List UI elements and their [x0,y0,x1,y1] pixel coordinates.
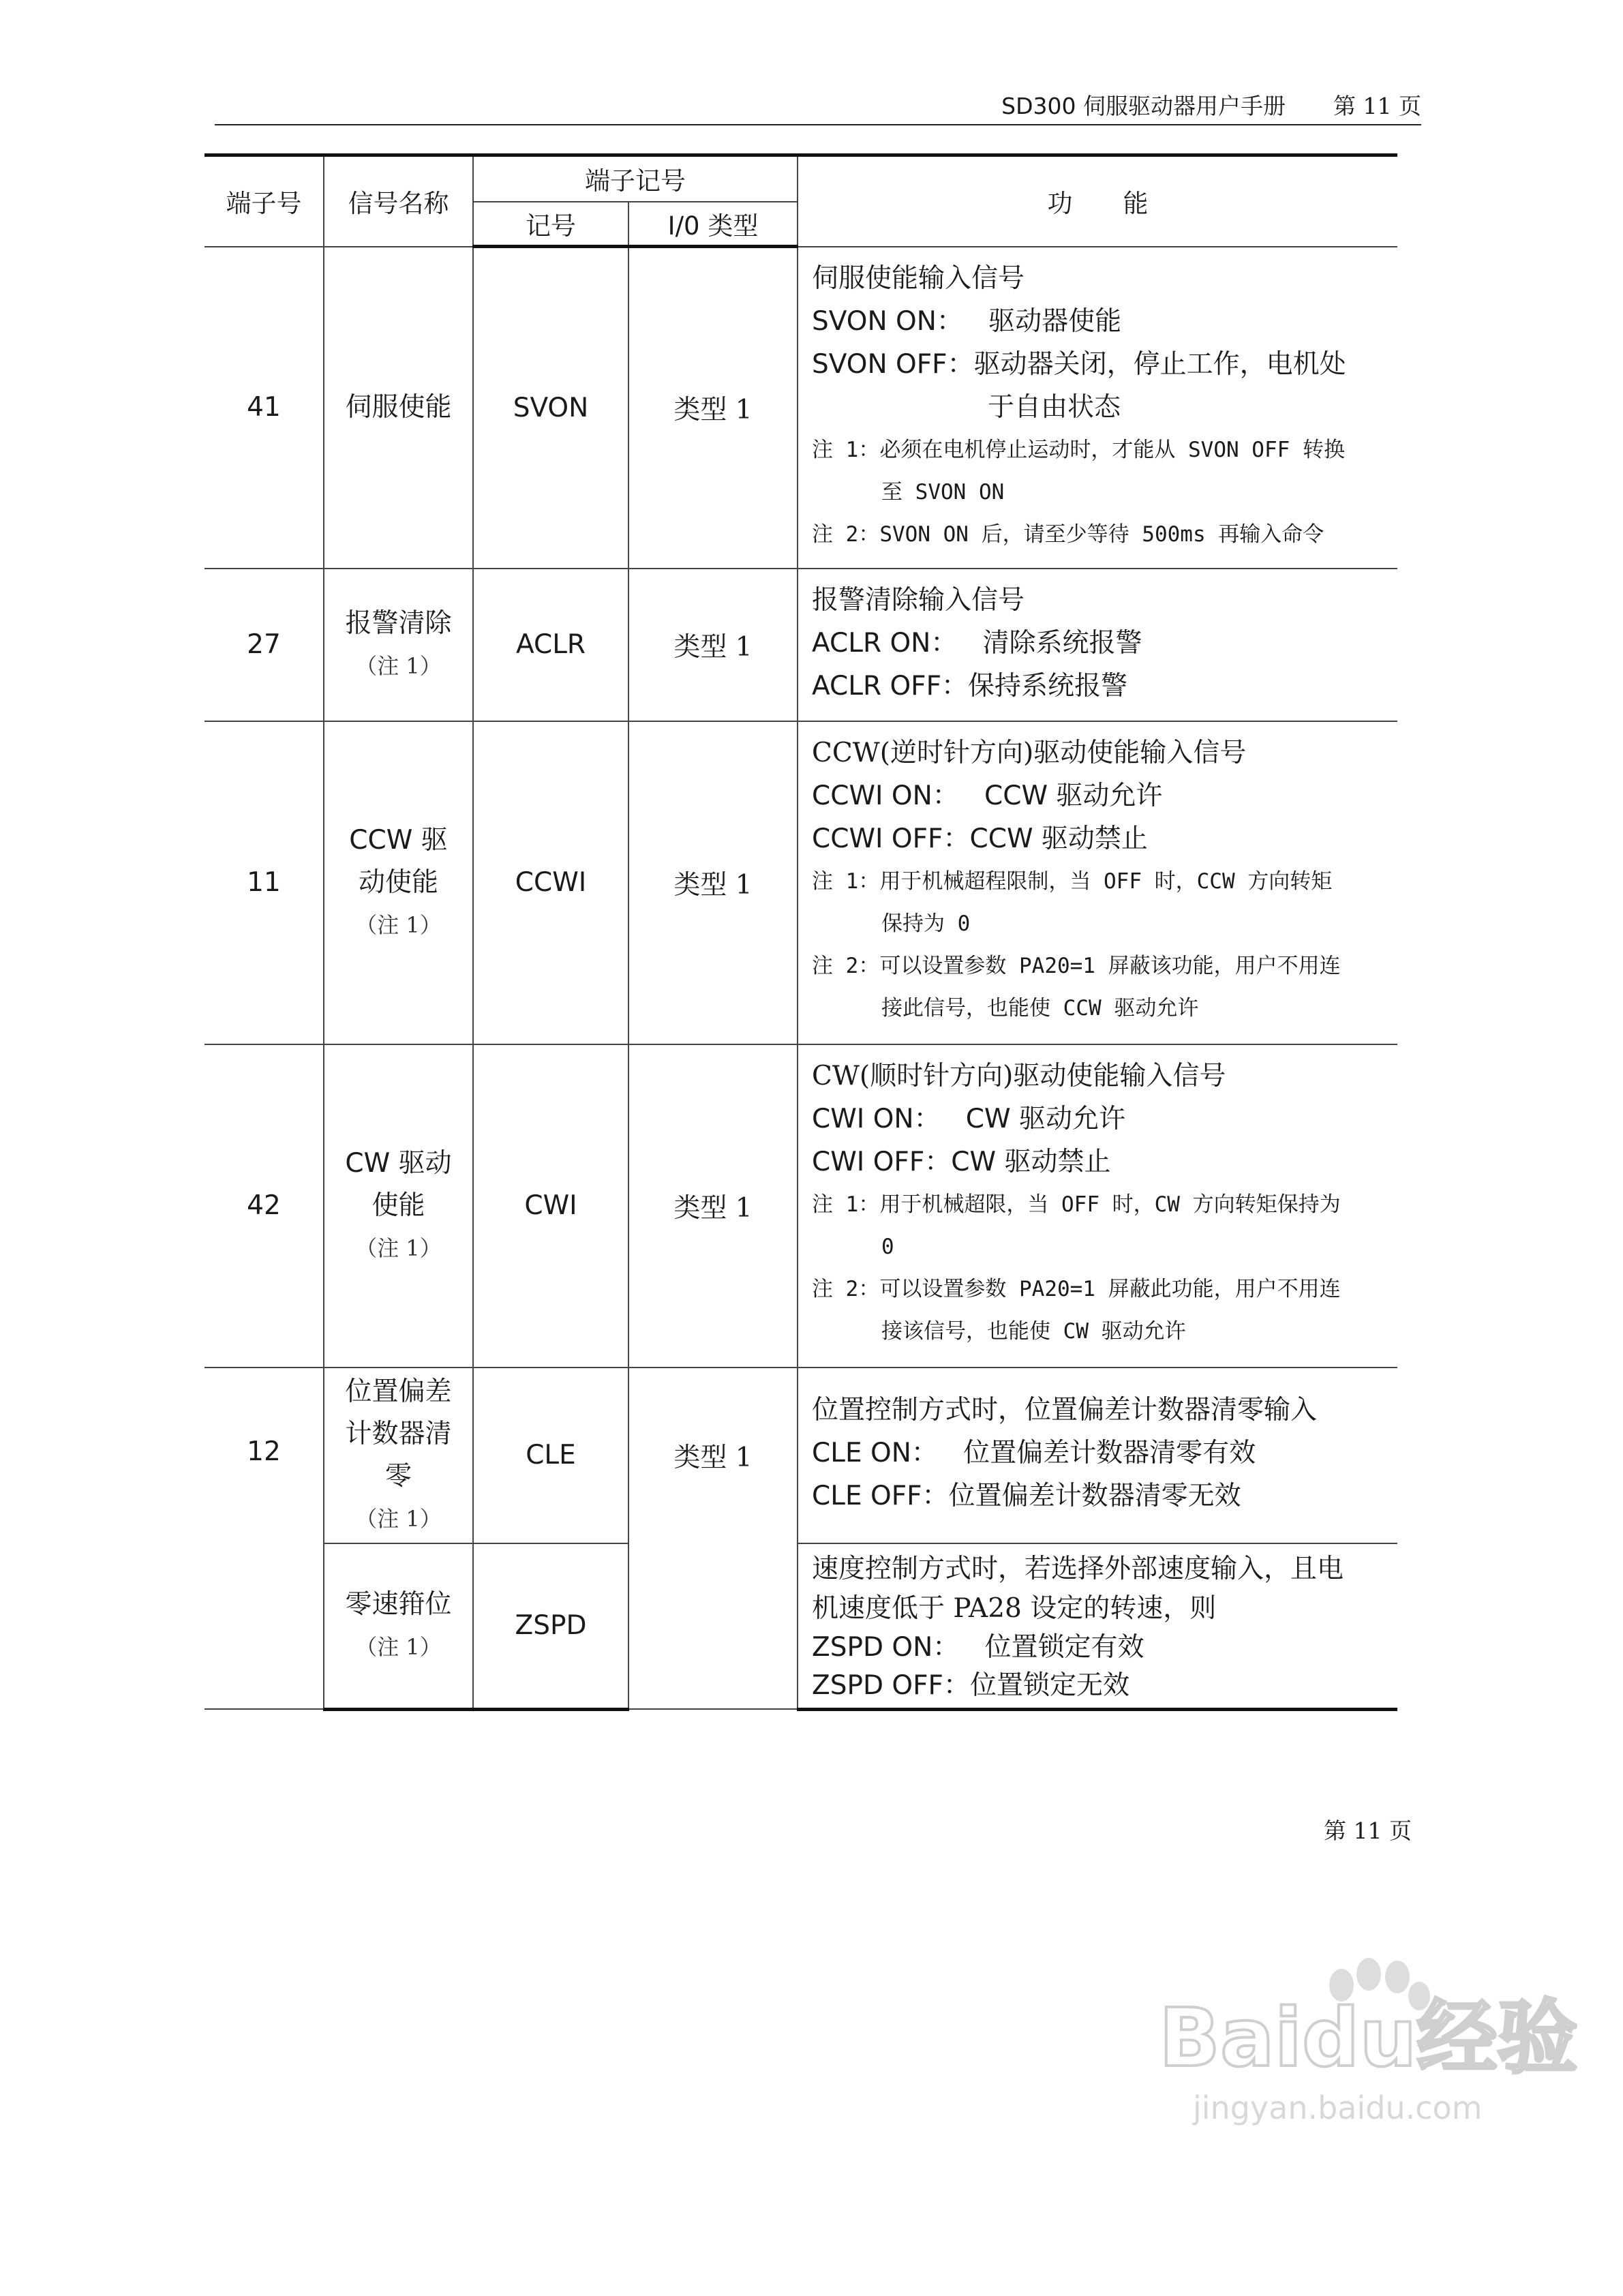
table-row [204,1543,1397,1710]
function-line: ACLR ON： 清除系统报警 [812,627,1142,659]
table-row [204,247,1397,569]
signal-name-cell [324,1044,473,1368]
io-type: 类型 1 [628,247,798,569]
function-line: 位置控制方式时，位置偏差计数器清零输入 [812,1394,1318,1425]
signal-name-line: CCW 驱 [349,824,448,856]
signal-name-cell [324,569,473,721]
terminal-number: 41 [204,247,324,569]
note-ref: （注 1） [355,652,442,679]
function-note: 接此信号，也能使 CCW 驱动允许 [881,995,1199,1021]
function-line: 速度控制方式时，若选择外部速度输入，且电 [812,1553,1344,1584]
function-line: CCW(逆时针方向)驱动使能输入信号 [812,737,1247,768]
header-symbol: 记号 [473,202,628,247]
function-note: 注 1：用于机械超限，当 OFF 时，CW 方向转矩保持为 [812,1192,1341,1217]
function-line: 机速度低于 PA28 设定的转速，则 [812,1592,1217,1624]
signal-symbol: CWI [473,1044,628,1368]
io-type: 类型 1 [628,569,798,721]
function-note: 保持为 0 [881,911,971,936]
function-line: CLE ON： 位置偏差计数器清零有效 [812,1437,1256,1468]
header-function: 功 能 [798,155,1397,247]
signal-name-cell [324,1543,473,1710]
function-note: 0 [881,1234,894,1259]
signal-name-line: 零 [384,1460,412,1492]
function-line: SVON OFF：驱动器关闭，停止工作，电机处 [812,348,1346,380]
signal-name: 报警清除 [345,607,452,639]
function-note: 接该信号，也能使 CW 驱动允许 [881,1318,1186,1344]
watermark-url: jingyan.baidu.com [1193,2089,1483,2126]
signal-name-cell [324,1368,473,1543]
signal-name: 零速箝位 [345,1588,452,1620]
terminal-number: 42 [204,1044,324,1368]
signal-symbol: SVON [473,247,628,569]
baidu-jingyan-watermark [1152,1909,1578,2134]
note-ref: （注 1） [355,1505,442,1532]
signal-name-line: 计数器清 [345,1418,452,1449]
header-signal-name: 信号名称 [324,155,473,247]
table-row [204,569,1397,721]
terminal-spec-table [204,153,1397,1711]
note-ref: （注 1） [355,1633,442,1660]
header-terminal-no: 端子号 [204,155,324,247]
footer-page-number: 第 11 页 [1324,1817,1412,1844]
function-line: CLE OFF：位置偏差计数器清零无效 [812,1480,1241,1511]
signal-symbol: CLE [473,1368,628,1543]
io-type: 类型 1 [628,1368,798,1710]
signal-symbol: ACLR [473,569,628,721]
function-line: ZSPD OFF：位置锁定无效 [812,1670,1129,1701]
manual-title: SD300 伺服驱动器用户手册 [1001,93,1286,119]
signal-symbol: ZSPD [473,1543,628,1710]
function-line: 于自由状态 [988,391,1121,423]
function-line: 伺服使能输入信号 [812,262,1025,294]
function-cell [798,1368,1397,1543]
function-note: 注 2：可以设置参数 PA20=1 屏蔽此功能，用户不用连 [812,1276,1341,1301]
note-ref: （注 1） [355,911,442,938]
function-note: 注 1：用于机械超程限制，当 OFF 时，CCW 方向转矩 [812,868,1333,894]
function-line: CW(顺时针方向)驱动使能输入信号 [812,1060,1226,1091]
terminal-number: 27 [204,569,324,721]
header-terminal-mark: 端子记号 [473,155,798,202]
terminal-number: 12 [204,1368,324,1710]
function-cell [798,569,1397,721]
function-line: CWI OFF：CW 驱动禁止 [812,1146,1111,1177]
signal-name-cell [324,721,473,1044]
function-line: CCWI OFF：CCW 驱动禁止 [812,823,1148,854]
table-row [204,1044,1397,1368]
signal-name-line: CW 驱动 [345,1147,452,1179]
function-cell [798,1044,1397,1368]
header-io-type: I/0 类型 [628,202,798,247]
function-note: 注 1：必须在电机停止运动时，才能从 SVON OFF 转换 [812,437,1345,462]
signal-name: 伺服使能 [324,247,473,569]
function-cell [798,247,1397,569]
function-line: SVON ON： 驱动器使能 [812,305,1122,337]
signal-name-line: 位置偏差 [345,1376,452,1407]
function-line: ACLR OFF：保持系统报警 [812,670,1128,701]
table-row [204,1368,1397,1543]
io-type: 类型 1 [628,1044,798,1368]
table-row [204,721,1397,1044]
function-note: 注 2：SVON ON 后，请至少等待 500ms 再输入命令 [812,522,1324,547]
terminal-number: 11 [204,721,324,1044]
header-page-number: 第 11 页 [1333,93,1421,119]
function-line: CWI ON： CW 驱动允许 [812,1103,1125,1134]
function-line: 报警清除输入信号 [812,584,1025,616]
signal-name-line: 动使能 [358,866,438,898]
page-header [215,89,1421,125]
function-line: CCWI ON： CCW 驱动允许 [812,780,1163,811]
function-line: ZSPD ON： 位置锁定有效 [812,1631,1144,1663]
function-cell [798,1543,1397,1710]
signal-symbol: CCWI [473,721,628,1044]
watermark-brand: Baidu经验 [1159,1991,1578,2085]
function-cell [798,721,1397,1044]
function-note: 注 2：可以设置参数 PA20=1 屏蔽该功能，用户不用连 [812,953,1341,978]
signal-name-line: 使能 [371,1190,425,1221]
function-note: 至 SVON ON [881,479,1005,504]
note-ref: （注 1） [355,1235,442,1261]
io-type: 类型 1 [628,721,798,1044]
